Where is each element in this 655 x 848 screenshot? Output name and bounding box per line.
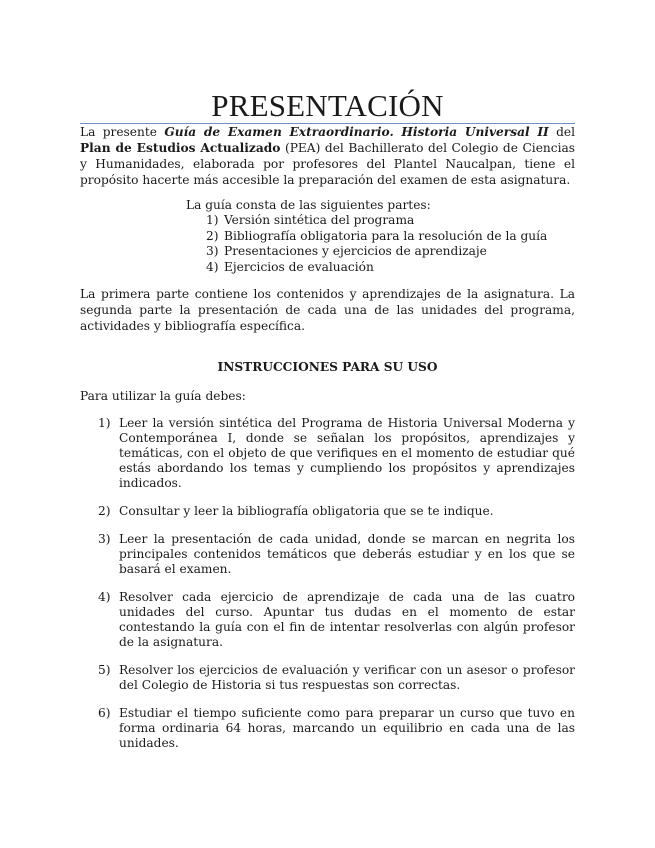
list-item-text: Versión sintética del programa [224,213,415,227]
intro-text-3: (PEA) del Bachillerato del Colegio de Ciencias y Humanidades, elaborada por profesores del Plantel Naucalpan, tiene el propósito hacerte más accesible la preparación del examen de esta asignatura. [80,141,575,187]
list-item [98,416,575,491]
list-item-text: Resolver cada ejercicio de aprendizaje de cada una de las cuatro unidades del curso. Apuntar tus dudas en el momento de estar contestando la guía con el fin de intentar resolverlas con algún profesor de la asignatura. [119,590,575,649]
content-paragraph: La primera parte contiene los contenidos y aprendizajes de la asignatura. La segunda parte la presentación de cada una de las unidades del programa, actividades y bibliografía específica. [80,287,575,333]
list-item-number: 4) [98,590,111,604]
instructions-heading: INSTRUCCIONES PARA SU USO [217,360,438,374]
list-item-text: Ejercicios de evaluación [224,259,374,274]
list-item-number: 2) [98,504,111,518]
list-item [206,244,547,260]
list-item-number: 2) [206,228,219,243]
instructions-lead: Para utilizar la guía debes: [80,389,246,403]
plan-name: Plan de Estudios Actualizado [80,141,281,155]
list-item-number: 4) [206,259,219,274]
instructions-list [98,416,575,751]
intro-paragraph [80,124,575,188]
list-item [98,590,575,650]
list-item-number: 5) [98,663,111,677]
list-item-text: Leer la versión sintética del Programa de Historia Universal Moderna y Contemporánea I, donde se señalan los propósitos, aprendizajes y temáticas, con el objeto de que verifiques en el momento de estudiar qué estás abordando los temas y cumpliendo los propósitos y aprendizajes indicados. [119,416,575,490]
page-title: PRESENTACIÓN [211,88,444,123]
list-item [206,213,547,229]
list-item [98,532,575,577]
list-item-number: 1) [206,213,219,227]
list-item-number: 6) [98,706,111,720]
list-item [98,706,575,751]
list-item-number: 3) [206,244,219,258]
list-item-text: Leer la presentación de cada unidad, donde se marcan en negrita los principales contenidos temáticos que deberás estudiar y en los que se basará el examen. [119,532,575,576]
guide-parts-lead: La guía consta de las siguientes partes: [186,198,431,212]
list-item [206,229,547,245]
list-item-text: Presentaciones y ejercicios de aprendizaje [224,244,487,258]
list-item-text: Consultar y leer la bibliografía obligatoria que se te indique. [119,504,494,518]
list-item-number: 1) [98,416,111,430]
list-item [206,260,547,276]
guide-name: Guía de Examen Extraordinario. Historia Universal II [164,125,549,139]
list-item-text: Estudiar el tiempo suficiente como para preparar un curso que tuvo en forma ordinaria 64 horas, marcando un equilibrio en cada una de las unidades. [119,706,575,750]
intro-text-1: La presente [80,125,165,139]
list-item-number: 3) [98,532,111,546]
guide-parts-list [206,213,547,275]
list-item-text: Bibliografía obligatoria para la resolución de la guía [224,228,548,243]
list-item [98,504,575,519]
list-item-text: Resolver los ejercicios de evaluación y verificar con un asesor o profesor del Colegio de Historia si tus respuestas son correctas. [119,663,575,692]
intro-text-2: del [548,125,575,139]
list-item [98,663,575,693]
